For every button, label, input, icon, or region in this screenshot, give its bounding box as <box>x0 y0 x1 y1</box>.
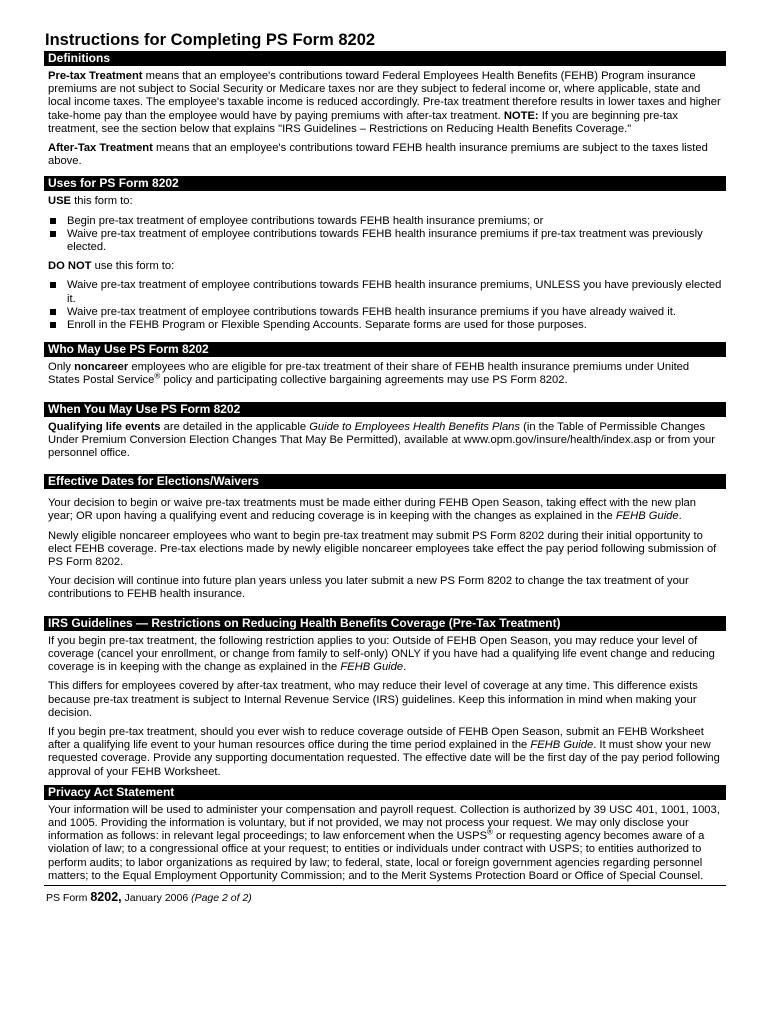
list-item: Waive pre-tax treatment of employee contributions towards FEHB health insurance premiums, UNLESS you have previously elected it. <box>48 279 722 305</box>
irs-text: If you begin pre-tax treatment, should you ever wish to reduce coverage outside of FEHB Open Season, submit an FEHB Worksheet after a qualifying life event to your human resources office during the time period explained in the <box>48 725 704 752</box>
list-item: Enroll in the FEHB Program or Flexible Spending Accounts. Separate forms are used for those purposes. <box>48 319 722 332</box>
registered-mark: ® <box>487 827 493 837</box>
donot-suffix: use this form to: <box>91 260 175 273</box>
form-number: 8202, <box>90 889 122 904</box>
use-list <box>48 215 722 255</box>
section-heading-irs: IRS Guidelines — Restrictions on Reducing Health Benefits Coverage (Pre-Tax Treatment) <box>44 616 726 631</box>
use-label: USE <box>48 195 72 208</box>
when-paragraph <box>48 421 722 461</box>
when-text: are detailed in the applicable <box>160 420 310 433</box>
page-footer <box>44 886 726 904</box>
effective-paragraph-1 <box>48 497 722 523</box>
section-body-irs <box>44 631 726 779</box>
who-text: policy and participating collective bargaining agreements may use PS Form 8202. <box>160 374 568 387</box>
section-body-privacy <box>44 800 726 883</box>
section-heading-privacy: Privacy Act Statement <box>44 785 726 800</box>
list-item: Waive pre-tax treatment of employee contributions towards FEHB health insurance premiums if you have already waived it. <box>48 306 722 319</box>
irs-text: . It must show your new requested coverage. Provide any supporting documentation requested. The effective date will be the first day of the pay period following approval of your FEHB Worksheet. <box>48 739 720 778</box>
irs-paragraph-1 <box>48 635 722 675</box>
definition-note-text: If you are beginning pre-tax treatment, see the section below that explains "IRS Guidelines – Restrictions on Reducing Health Benefits Coverage." <box>48 109 678 135</box>
definition-text: means that an employee's contributions toward FEHB health insurance premiums are subject to the taxes listed above. <box>48 142 708 168</box>
privacy-text: or requesting agency becomes aware of a violation of law; to a congressional office at your request; to entities or individuals under contract with USPS; to entities authorized to perform audits; to labor organizations as required by law; to federal, state, local or foreign government agencies regarding personnel matters; to the Equal Employment Opportunity Commission; and to the Merit Systems Protection Board or Office of Special Counsel. <box>48 830 705 882</box>
section-body-when <box>44 417 726 461</box>
footer-prefix: PS Form <box>46 891 91 904</box>
guide-title: FEHB Guide <box>615 510 679 523</box>
section-heading-uses: Uses for PS Form 8202 <box>44 176 726 191</box>
irs-paragraph-3 <box>48 726 722 779</box>
donot-intro <box>48 260 722 273</box>
irs-paragraph-2: This differs for employees covered by after-tax treatment, who may reduce their level of coverage at any time. This difference exists because pre-tax treatment is subject to Internal Revenue Service (IRS) guidelines. Keep this information in mind when making your decision. <box>48 680 698 719</box>
term-after-tax: After-Tax Treatment <box>48 142 153 155</box>
page-title: Instructions for Completing PS Form 8202 <box>45 31 376 49</box>
note-label: NOTE: <box>503 109 539 122</box>
definition-after-tax <box>48 142 722 168</box>
section-heading-effective: Effective Dates for Elections/Waivers <box>44 474 726 489</box>
who-bold: noncareer <box>74 361 129 374</box>
effective-paragraph-3: Your decision will continue into future plan years unless you later submit a new PS Form 8202 to change the tax treatment of your contributions to FEHB health insurance. <box>48 575 689 601</box>
donot-list <box>48 279 722 332</box>
guide-title: FEHB Guide <box>340 661 404 674</box>
privacy-paragraph <box>48 804 722 883</box>
section-body-effective <box>44 489 726 601</box>
list-item: Begin pre-tax treatment of employee contributions towards FEHB health insurance premiums; or <box>48 215 722 228</box>
irs-text: . <box>403 661 407 674</box>
section-heading-definitions: Definitions <box>44 51 726 66</box>
effective-paragraph-2: Newly eligible noncareer employees who want to begin pre-tax treatment may submit PS Form 8202 during their initial opportunity to elect FEHB coverage. Pre-tax elections made by newly eligible noncareer employees take effect the pay period following submission of PS Form 8202. <box>48 529 717 569</box>
when-bold: Qualifying life events <box>48 420 161 433</box>
guide-title: FEHB Guide <box>530 739 594 752</box>
term-pre-tax: Pre-tax Treatment <box>48 70 143 82</box>
definition-text: means that an employee's contributions toward Federal Employees Health Benefits (FEHB) Program insurance premiums are not subject to Social Security or Medicare taxes nor are they subject to federal income or, where applicable, state and local income taxes. The employee's taxable income is reduced accordingly. Pre-tax treatment therefore results in lower taxes and higher take-home pay than the employee would have by paying premiums with after-tax treatment. <box>48 70 721 122</box>
privacy-text: Your information will be used to administer your compensation and payroll request. Collection is authorized by 39 USC 401, 1001, 1003, and 1005. Providing the information is voluntary, but if not provided, we may not process your request. We may only disclose your information as follows: in relevant legal proceedings; to law enforcement when the USPS <box>48 803 720 843</box>
effective-text: Your decision to begin or waive pre-tax treatments must be made either during FEHB Open Season, taking effect with the new plan year; OR upon having a qualifying event and reducing coverage is in keeping with the changes as explained in the <box>48 497 696 523</box>
list-item: Waive pre-tax treatment of employee contributions towards FEHB health insurance premiums if pre-tax treatment was previously elected. <box>48 228 722 254</box>
who-text: employees who are eligible for pre-tax treatment of their share of FEHB health insurance premiums under United States Postal Service <box>48 361 690 387</box>
use-intro <box>48 195 722 208</box>
section-heading-when: When You May Use PS Form 8202 <box>44 402 726 417</box>
guide-title: Guide to Employees Health Benefits Plans <box>309 420 521 433</box>
section-heading-who: Who May Use PS Form 8202 <box>44 342 726 357</box>
use-suffix: this form to: <box>71 195 133 208</box>
irs-text: If you begin pre-tax treatment, the following restriction applies to you: Outside of FEHB Open Season, you may reduce your level of coverage (cancel your enrollment, or change from family to self-only) ONLY if you have had a qualifying life event change and reducing coverage is in keeping with the change as explained in the <box>48 634 715 674</box>
instructions-page <box>44 30 726 904</box>
definition-pre-tax <box>48 70 722 136</box>
section-body-definitions <box>44 66 726 168</box>
when-text: (in the Table of Permissible Changes Under Premium Conversion Election Changes That May Be Permitted), available at www.opm.gov/insure/health/index.asp or from your personnel office. <box>48 420 716 460</box>
donot-label: DO NOT <box>48 260 92 273</box>
page-indicator: (Page 2 of 2) <box>191 891 252 904</box>
section-body-uses <box>44 191 726 332</box>
who-paragraph <box>48 361 722 387</box>
section-body-who <box>44 357 726 387</box>
who-text: Only <box>48 361 75 374</box>
effective-text: . <box>678 510 682 523</box>
registered-mark: ® <box>154 371 161 381</box>
footer-date: January 2006 <box>121 891 192 904</box>
